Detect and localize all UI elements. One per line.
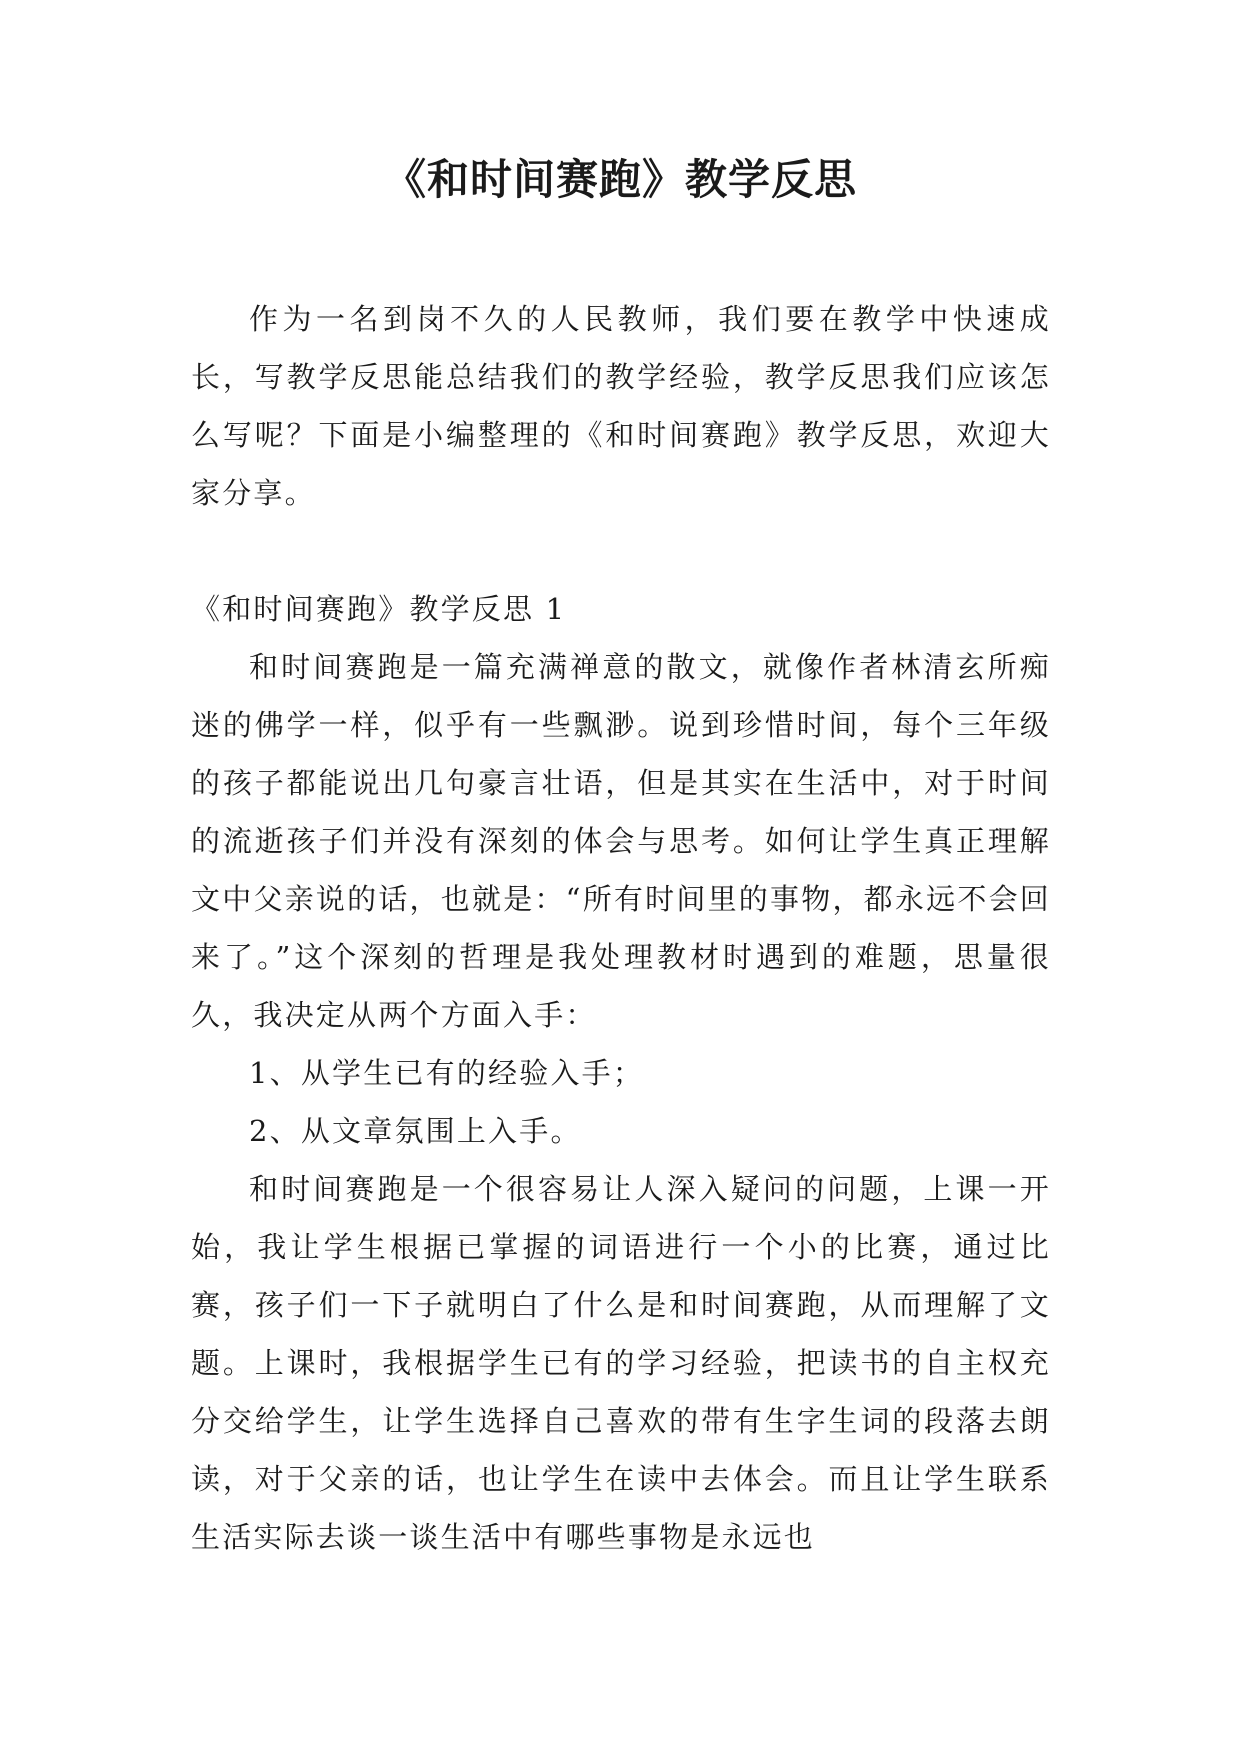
body-paragraph: 和时间赛跑是一篇充满禅意的散文，就像作者林清玄所痴迷的佛学一样，似乎有一些飘渺。说到珍惜时间，每个三年级的孩子都能说出几句豪言壮语，但是其实在生活中，对于时间的流逝孩子们并没有深刻的体会与思考。如何让学生真正理解文中父亲说的话，也就是：“所有时间里的事物，都永远不会回来了。”这个深刻的哲理是我处理教材时遇到的难题，思量很久，我决定从两个方面入手： bbox=[191, 650, 1051, 1032]
list-item-1: 1、从学生已有的经验入手； bbox=[249, 1056, 645, 1090]
section-heading: 《和时间赛跑》教学反思 1 bbox=[191, 592, 567, 626]
document-title: 《和时间赛跑》教学反思 bbox=[383, 155, 857, 204]
intro-paragraph: 作为一名到岗不久的人民教师，我们要在教学中快速成长，写教学反思能总结我们的教学经验，教学反思我们应该怎么写呢？下面是小编整理的《和时间赛跑》教学反思，欢迎大家分享。 bbox=[191, 302, 1051, 510]
list-item-2: 2、从文章氛围上入手。 bbox=[249, 1114, 582, 1148]
document-body bbox=[191, 290, 1051, 1566]
body-paragraph: 和时间赛跑是一个很容易让人深入疑问的问题，上课一开始，我让学生根据已掌握的词语进行一个小的比赛，通过比赛，孩子们一下子就明白了什么是和时间赛跑，从而理解了文题。上课时，我根据学生已有的学习经验，把读书的自主权充分交给学生，让学生选择自己喜欢的带有生字生词的段落去朗读，对于父亲的话，也让学生在读中去体会。而且让学生联系生活实际去谈一谈生活中有哪些事物是永远也 bbox=[191, 1172, 1051, 1554]
